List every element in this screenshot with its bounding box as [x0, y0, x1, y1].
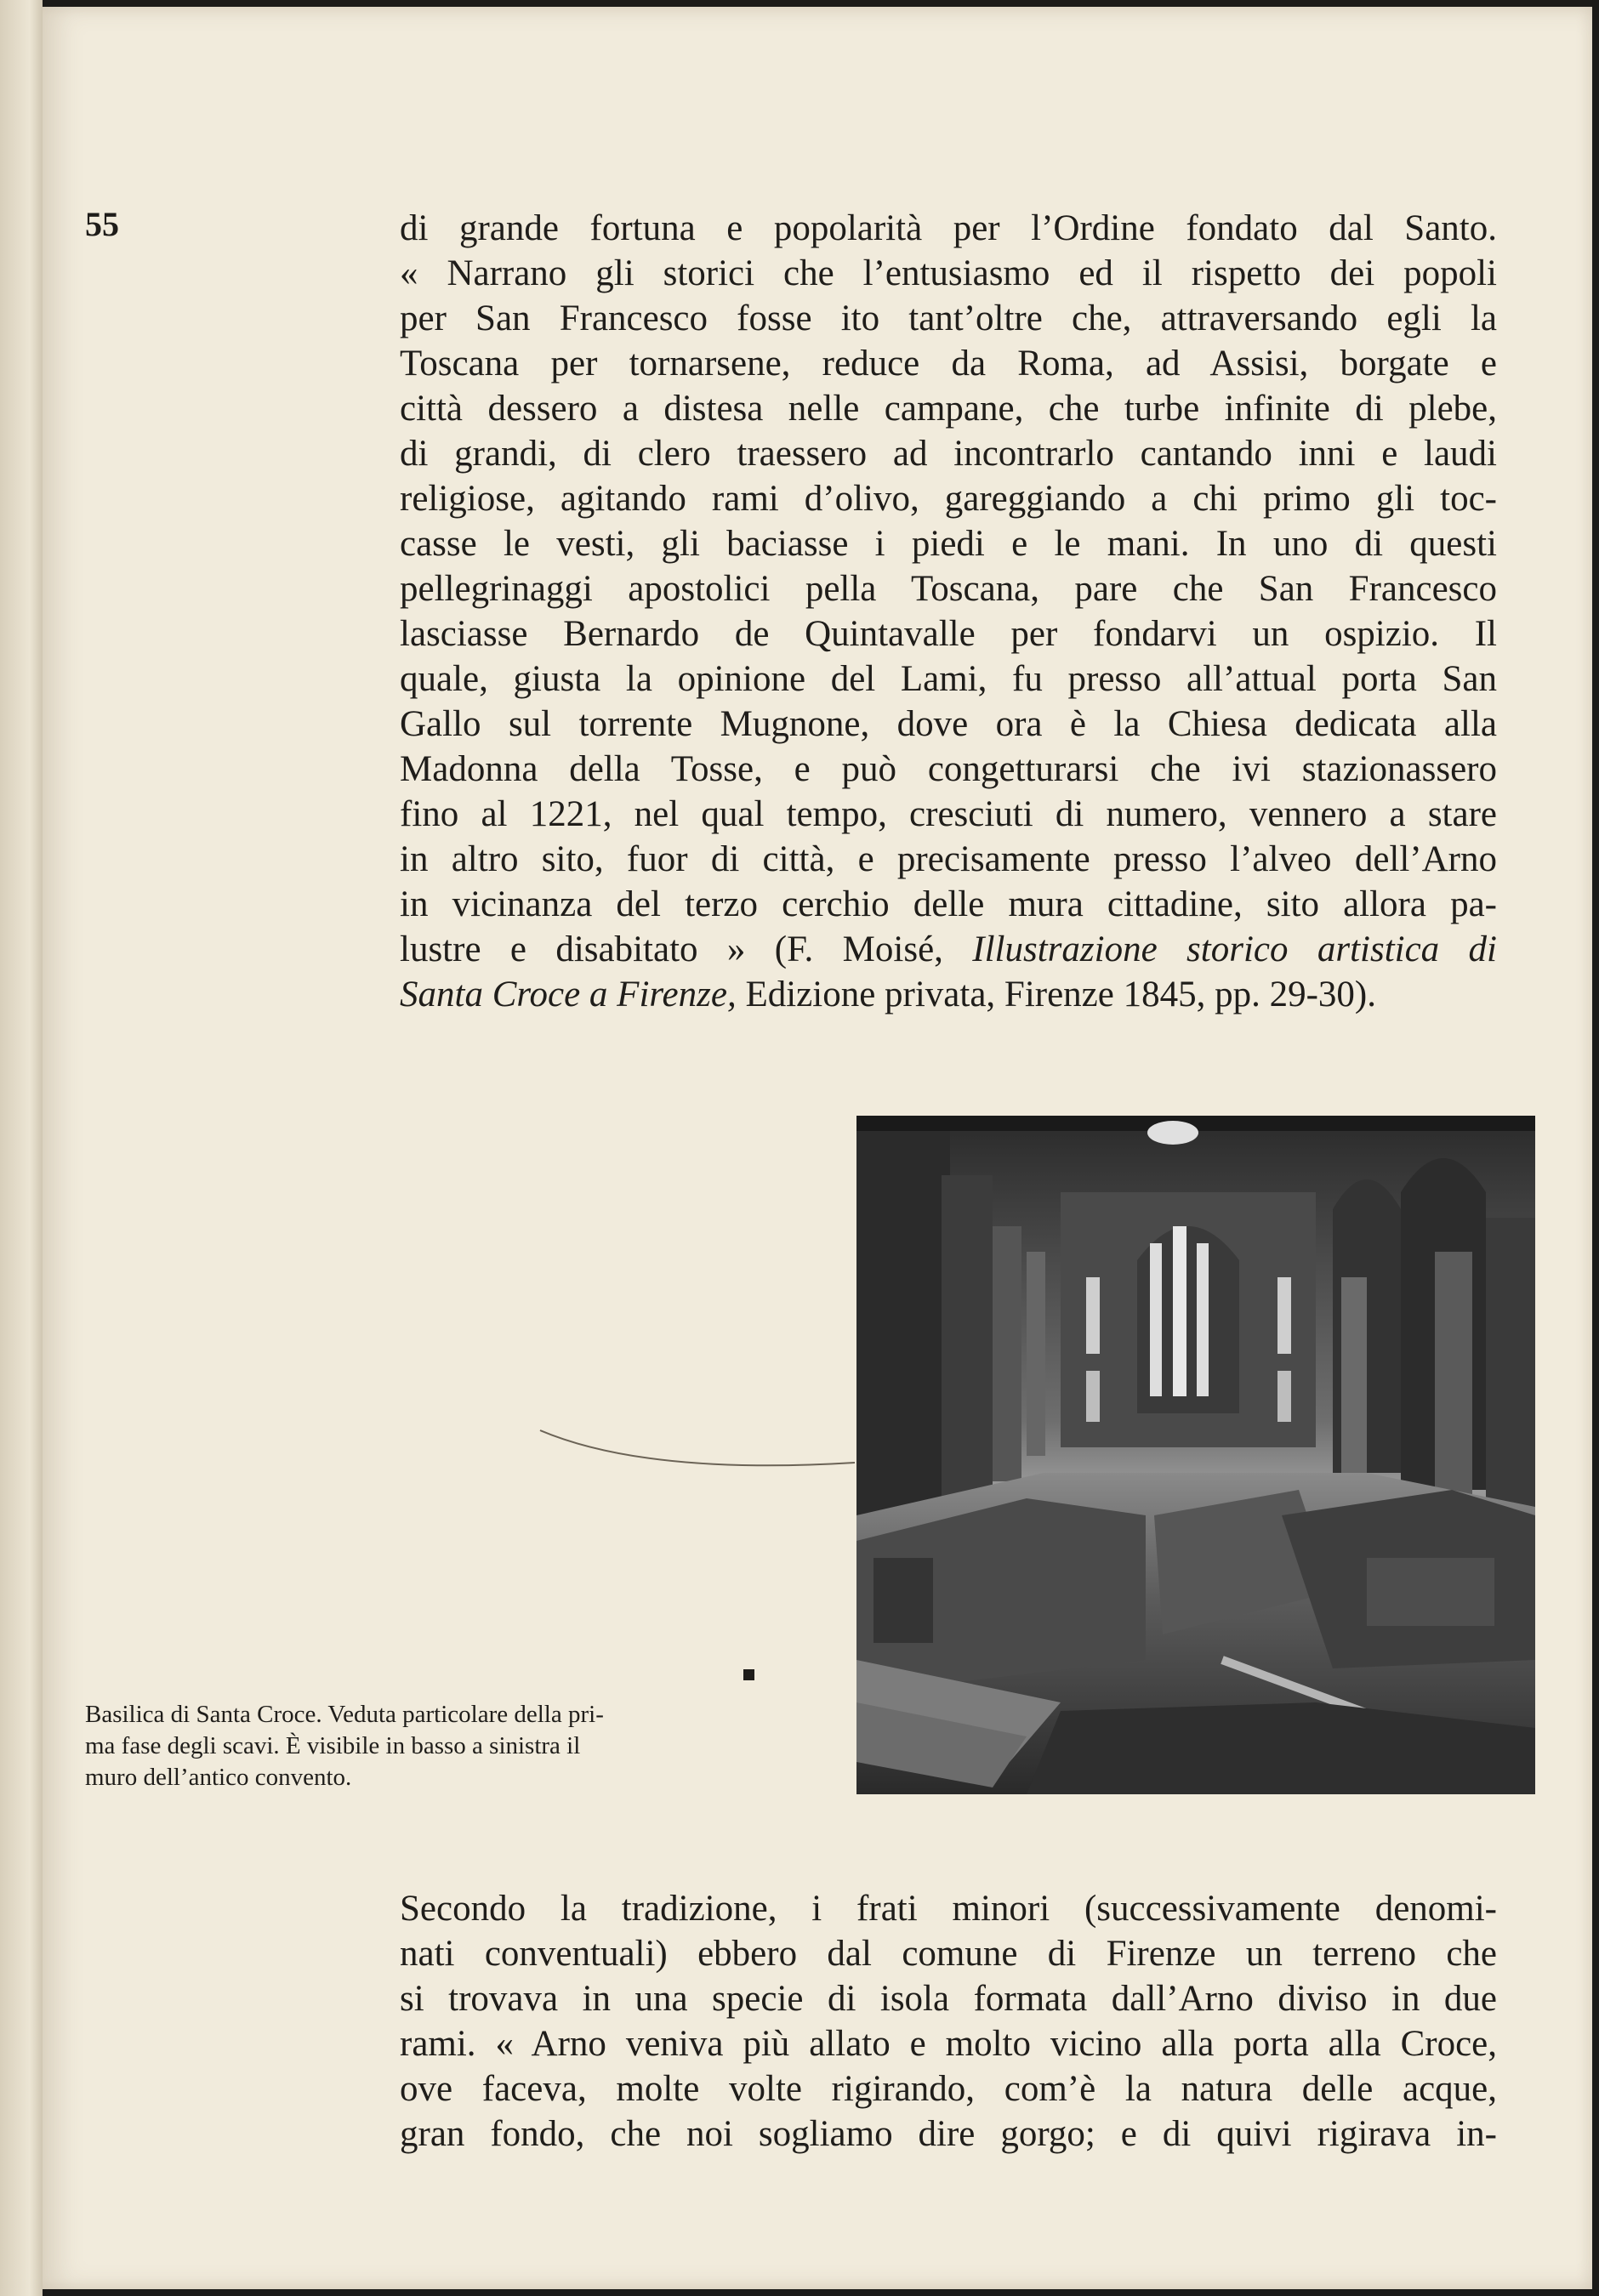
- text-line: Secondo la tradizione, i frati minori (successivamente denomi-: [400, 1889, 1497, 1929]
- page-edge: [0, 0, 43, 2296]
- citation-line: [400, 927, 1497, 972]
- excavation-photo: [856, 1116, 1535, 1794]
- text-line: pellegrinaggi apostolici pella Toscana, pare che San Francesco: [400, 569, 1497, 609]
- text-line: nati conventuali) ebbero dal comune di Firenze un terreno che: [400, 1934, 1497, 1974]
- page-number: 55: [85, 205, 119, 243]
- text-line: per San Francesco fosse ito tant’oltre che, attraversando egli la: [400, 298, 1497, 338]
- text-line: gran fondo, che noi sogliamo dire gorgo; e di quivi rigirava in-: [400, 2114, 1497, 2154]
- text-line: quale, giusta la opinione del Lami, fu presso all’attual porta San: [400, 659, 1497, 699]
- citation-title-cont: Santa Croce a Firenze,: [400, 975, 737, 1014]
- figure-caption: [85, 1699, 765, 1793]
- text-line: Gallo sul torrente Mugnone, dove ora è la Chiesa dedicata alla: [400, 704, 1497, 744]
- text-line: fino al 1221, nel qual tempo, cresciuti di numero, vennero a stare: [400, 794, 1497, 834]
- text-line: città dessero a distesa nelle campane, che turbe infinite di plebe,: [400, 389, 1497, 429]
- top-paragraph: [400, 206, 1497, 1017]
- caption-marker: [743, 1669, 754, 1680]
- text-line: religiose, agitando rami d’olivo, gareggiando a chi primo gli toc-: [400, 479, 1497, 519]
- text-segment: lustre e disabitato » (F. Moisé,: [400, 929, 943, 969]
- text-line: ove faceva, molte volte rigirando, com’è la natura delle acque,: [400, 2069, 1497, 2109]
- caption-line: ma fase degli scavi. È visibile in basso a sinistra il: [85, 1732, 581, 1759]
- text-line: in altro sito, fuor di città, e precisamente presso l’alveo dell’Arno: [400, 839, 1497, 879]
- bottom-paragraph: [400, 1886, 1497, 2157]
- text-line: lasciasse Bernardo de Quintavalle per fondarvi un ospizio. Il: [400, 614, 1497, 654]
- text-line: casse le vesti, gli baciasse i piedi e le mani. In uno di questi: [400, 524, 1497, 564]
- citation-tail: Edizione privata, Firenze 1845, pp. 29-30).: [745, 975, 1376, 1014]
- citation-line-end: [400, 972, 1497, 1017]
- citation-title: Illustrazione storico artistica di: [972, 929, 1497, 969]
- text-line: Toscana per tornarsene, reduce da Roma, ad Assisi, borgate e: [400, 344, 1497, 384]
- caption-line: muro dell’antico convento.: [85, 1764, 352, 1791]
- text-line: si trovava in una specie di isola formata dall’Arno diviso in due: [400, 1979, 1497, 2019]
- caption-line: Basilica di Santa Croce. Veduta particolare della pri-: [85, 1701, 604, 1728]
- text-line: di grande fortuna e popolarità per l’Ordine fondato dal Santo.: [400, 208, 1497, 248]
- text-line: di grandi, di clero traessero ad incontrarlo cantando inni e laudi: [400, 434, 1497, 474]
- text-line: rami. « Arno veniva più allato e molto vicino alla porta alla Croce,: [400, 2024, 1497, 2064]
- text-line: Madonna della Tosse, e può congetturarsi che ivi stazionassero: [400, 749, 1497, 789]
- text-line: in vicinanza del terzo cerchio delle mura cittadine, sito allora pa-: [400, 884, 1497, 924]
- text-line: « Narrano gli storici che l’entusiasmo ed il rispetto dei popoli: [400, 253, 1497, 293]
